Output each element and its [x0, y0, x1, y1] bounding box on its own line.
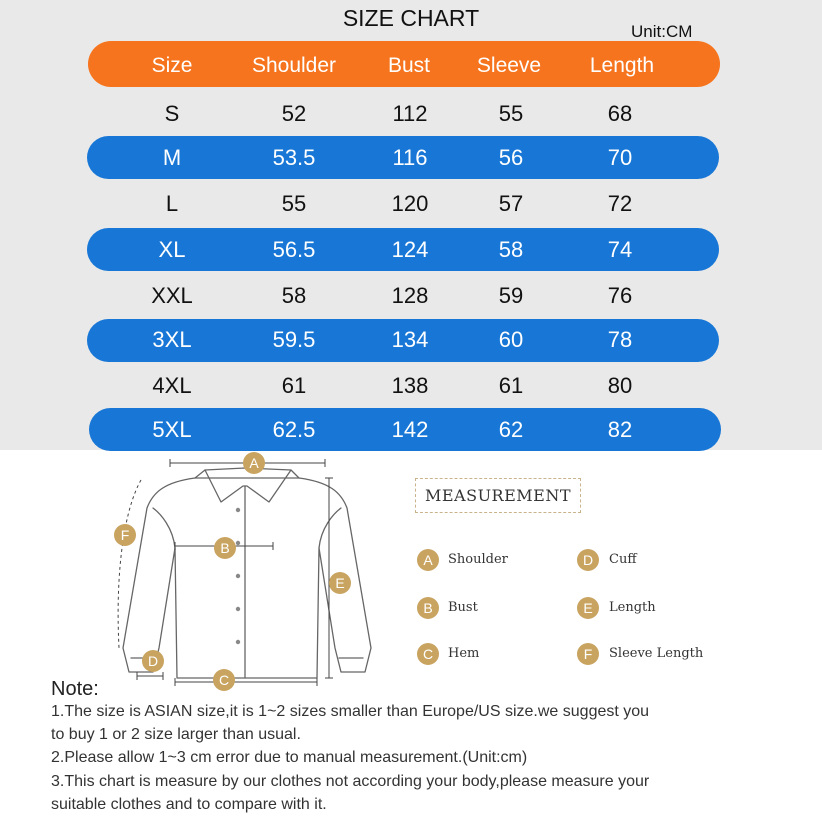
chart-title: SIZE CHART [342, 5, 480, 31]
table-cell-shoulder: 52 [281, 101, 307, 126]
legend-e-label: Length [609, 600, 656, 615]
legend-b-label: Bust [448, 600, 478, 615]
legend-f-label: Sleeve Length [609, 646, 704, 661]
table-cell-bust: 138 [391, 373, 429, 398]
measurement-title-box [415, 478, 581, 513]
table-cell-length: 70 [607, 145, 633, 170]
table-cell-shoulder: 53.5 [272, 145, 316, 170]
note-line-3: 2.Please allow 1~3 cm error due to manual measurement.(Unit:cm) [51, 749, 528, 766]
table-cell-sleeve: 55 [498, 101, 524, 126]
table-cell-length: 68 [607, 101, 633, 126]
table-cell-bust: 120 [391, 191, 429, 216]
table-cell-shoulder: 59.5 [272, 327, 316, 352]
table-cell-length: 78 [607, 327, 633, 352]
legend-d-icon: D [577, 549, 599, 571]
badge-b-icon: B [214, 537, 236, 559]
legend-c-icon: C [417, 643, 439, 665]
table-cell-length: 72 [607, 191, 633, 216]
legend-f-icon: F [577, 643, 599, 665]
table-cell-bust: 112 [392, 101, 428, 126]
table-cell-sleeve: 62 [498, 417, 524, 442]
table-cell-size: S [164, 101, 180, 126]
table-cell-size: L [165, 191, 179, 216]
legend-c-label: Hem [448, 646, 480, 661]
header-length: Length [589, 54, 655, 77]
badge-e-icon: E [329, 572, 351, 594]
table-cell-sleeve: 58 [498, 237, 524, 262]
table-cell-size: 4XL [152, 373, 192, 398]
header-sleeve: Sleeve [476, 54, 542, 77]
table-cell-size: M [162, 145, 182, 170]
table-cell-shoulder: 62.5 [272, 417, 316, 442]
badge-f-icon: F [114, 524, 136, 546]
legend-a-icon: A [417, 549, 439, 571]
table-cell-bust: 116 [392, 145, 428, 170]
table-cell-sleeve: 61 [498, 373, 524, 398]
table-cell-shoulder: 58 [281, 283, 307, 308]
legend-b-icon: B [417, 597, 439, 619]
note-title: Note: [51, 678, 99, 700]
header-shoulder: Shoulder [251, 54, 337, 77]
legend-e-icon: E [577, 597, 599, 619]
measurement-title: MEASUREMENT [424, 486, 572, 505]
table-cell-bust: 124 [391, 237, 429, 262]
table-cell-sleeve: 59 [498, 283, 524, 308]
badge-d-icon: D [142, 650, 164, 672]
unit-label: Unit:CM [631, 22, 693, 41]
table-cell-bust: 134 [391, 327, 429, 352]
header-size: Size [151, 54, 193, 77]
table-cell-length: 76 [607, 283, 633, 308]
table-cell-shoulder: 61 [281, 373, 307, 398]
legend-a-label: Shoulder [448, 552, 508, 567]
badge-c-icon: C [213, 669, 235, 691]
note-line-2: to buy 1 or 2 size larger than usual. [51, 726, 301, 743]
table-cell-length: 74 [607, 237, 633, 262]
table-cell-length: 80 [607, 373, 633, 398]
note-line-5: suitable clothes and to compare with it. [51, 796, 327, 813]
note-line-4: 3.This chart is measure by our clothes not according your body,please measure your [51, 773, 650, 790]
table-cell-sleeve: 60 [498, 327, 524, 352]
legend-d-label: Cuff [609, 552, 637, 567]
table-cell-size: 5XL [152, 417, 192, 442]
note-line-1: 1.The size is ASIAN size,it is 1~2 sizes smaller than Europe/US size.we suggest you [51, 703, 650, 720]
table-cell-sleeve: 57 [498, 191, 524, 216]
table-cell-size: 3XL [152, 327, 192, 352]
table-cell-shoulder: 55 [281, 191, 307, 216]
table-cell-length: 82 [607, 417, 633, 442]
table-cell-sleeve: 56 [498, 145, 524, 170]
table-cell-size: XXL [151, 283, 193, 308]
shirt-diagram [95, 448, 395, 698]
header-bust: Bust [387, 54, 431, 77]
table-cell-size: XL [158, 237, 186, 262]
table-cell-shoulder: 56.5 [272, 237, 316, 262]
table-cell-bust: 128 [391, 283, 429, 308]
table-cell-bust: 142 [391, 417, 429, 442]
badge-a-icon: A [243, 452, 265, 474]
